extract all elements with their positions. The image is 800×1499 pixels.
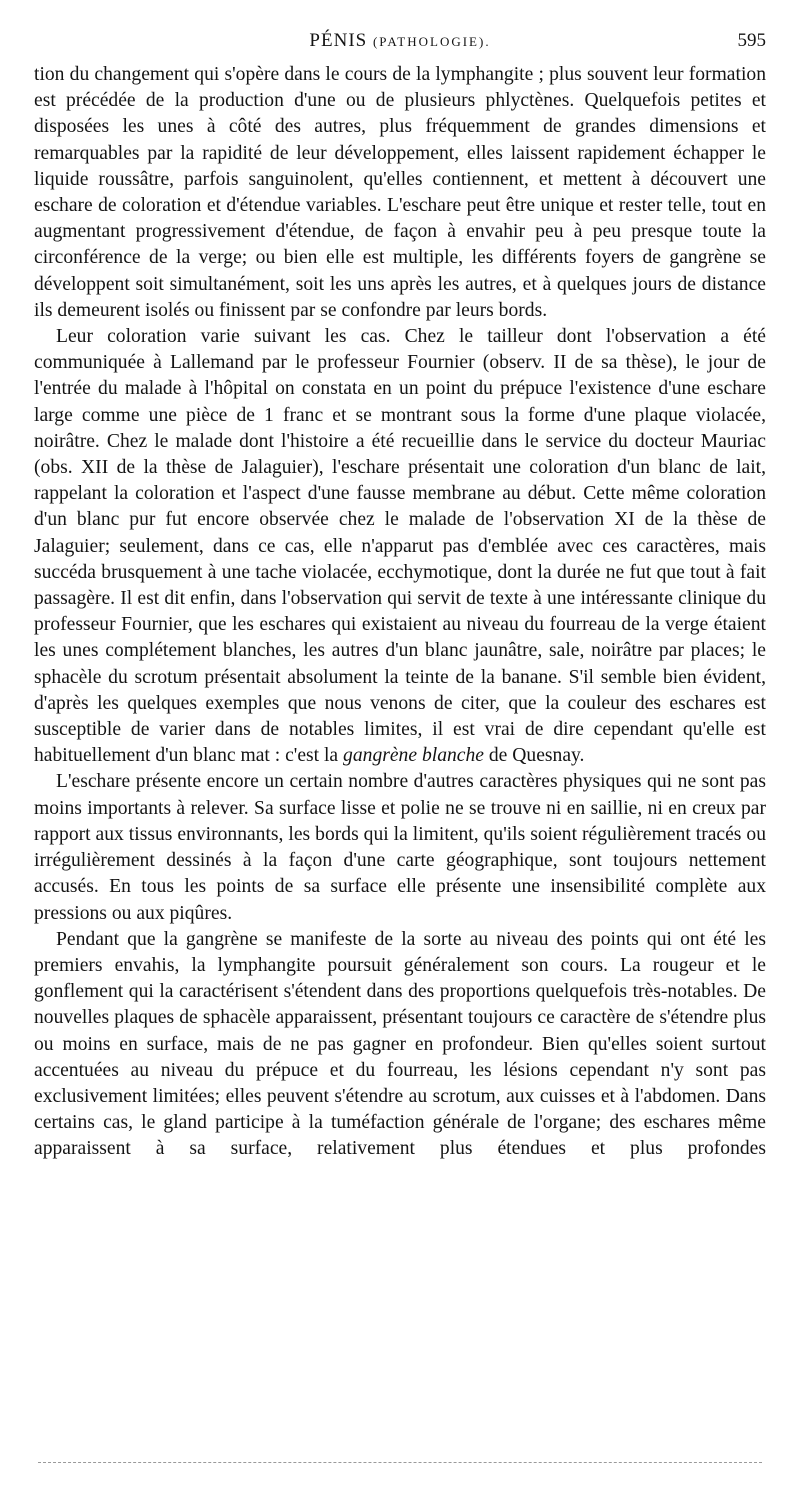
document-page (34, 30, 766, 1163)
header-title: PÉNIS (309, 30, 368, 51)
page-number: 595 (737, 30, 766, 51)
paragraph-eschare-coloration-end: de Quesnay. (483, 745, 585, 767)
paragraph-lymphangite-course: Pendant que la gangrène se manifeste de la sorte au niveau des points qui ont été les premiers envahis, la lymphangite poursuit généralement son cours. La rougeur et le gonflement qui la caractérisent s'étendent dans des proportions quelquefois très-notables. De nouvelles plaques de sphacèle apparaissent, présentant toujours ce caractère de s'étendre plus ou moins en surface, mais de ne pas gagner en profondeur. Bien qu'elles soient surtout accentuées au niveau du prépuce et du fourreau, les lésions cependant n'y sont pas exclusivement limitées; elles peuvent s'étendre au scrotum, aux cuisses et à l'abdomen. Dans certains cas, le gland participe à la tuméfaction générale de l'organe; des eschares même apparaissent à sa surface, relativement plus étendues et plus profondes (34, 928, 766, 1160)
paragraph-eschare-coloration-text: Leur coloration varie suivant les cas. Chez le tailleur dont l'observation a été communiquée à Lallemand par le professeur Fournier (observ. II de sa thèse), le jour de l'entrée du malade à l'hôpital on constata en un point du prépuce l'existence d'une eschare large comme une pièce de 1 franc et se montrant sous la forme d'une plaque violacée, noirâtre. Chez le malade dont l'histoire a été recueillie dans le service du docteur Mauriac (obs. XII de la thèse de Jalaguier), l'eschare présentait une coloration d'un blanc de lait, rappelant la coloration et l'aspect d'une fausse membrane au début. Cette même coloration d'un blanc pur fut encore observée chez le malade de l'observation XI de la thèse de Jalaguier; seulement, dans ce cas, elle n'apparut pas d'emblée avec ces caractères, mais succéda brusquement à une tache violacée, ecchymotique, dont la durée ne fut que tout à fait passagère. Il est dit enfin, dans l'observation qui servit de texte à une intéressante clinique du professeur Fournier, que les eschares qui existaient au niveau du fourreau de la verge étaient les unes complétement blanches, les autres d'un blanc jaunâtre, sale, noirâtre par places; le sphacèle du scrotum présentait absolument la teinte de la banane. S'il semble bien évident, d'après les quelques exemples que nous venons de citer, que la couleur des eschares est susceptible de varier dans de notables limites, il est vrai de dire cependant qu'elle est habituellement d'un blanc mat : c'est la (34, 326, 766, 767)
paragraph-eschare-physical: L'eschare présente encore un certain nombre d'autres caractères physiques qui ne sont pas moins importants à relever. Sa surface lisse et polie ne se trouve ni en saillie, ni en creux par rapport aux tissus environnants, les bords qui la limitent, qu'ils soient régulièrement tracés ou irrégulièrement dessinés à la façon d'une carte géographique, sont toujours nettement accusés. En tous les points de sa surface elle présente une insensibilité complète aux pressions ou aux piqûres. (34, 771, 766, 924)
footer-rule (38, 1462, 762, 1463)
body-text (34, 62, 766, 1163)
header-subtitle: (PATHOLOGIE). (372, 34, 491, 49)
paragraph-eschare-formation: tion du changement qui s'opère dans le cours de la lymphangite ; plus souvent leur formation est précédée de la production d'une ou de plusieurs phlyctènes. Quelquefois petites et disposées les unes à côté des autres, plus fréquemment de grandes dimensions et remarquables par la rapidité de leur développement, elles laissent rapidement échapper le liquide roussâtre, parfois sanguinolent, qu'elles contiennent, et mettent à découvert une eschare de coloration et d'étendue variables. L'eschare peut être unique et rester telle, tout en augmentant progressivement d'étendue, de façon à envahir peu à peu presque toute la circonférence de la verge; ou bien elle est multiple, les différents foyers de gangrène se développent soit simultanément, soit les uns après les autres, et à quelques jours de distance ils demeurent isolés ou finissent par se confondre par leurs bords. (34, 64, 766, 321)
italic-term: gangrène blanche (343, 745, 484, 767)
paragraph-eschare-coloration (34, 324, 766, 769)
running-head (34, 30, 766, 60)
running-title (34, 30, 766, 52)
